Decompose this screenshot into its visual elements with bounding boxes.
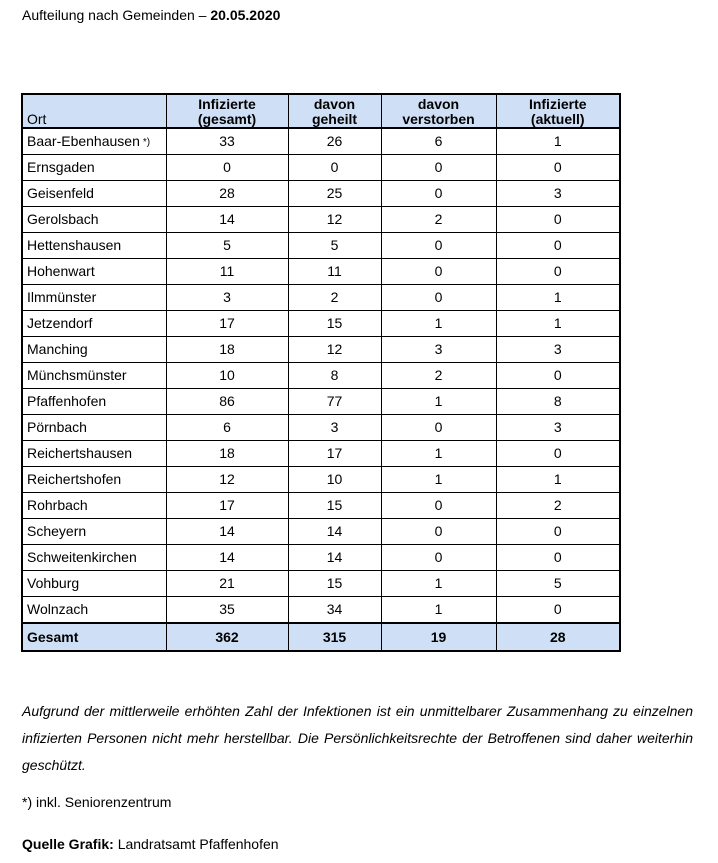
cell-ort: Münchsmünster [22, 363, 166, 389]
cell-infected-total: 17 [166, 493, 288, 519]
table-row [22, 363, 620, 389]
table-row [22, 493, 620, 519]
cell-ort: Gerolsbach [22, 207, 166, 233]
cell-ort: Wolnzach [22, 597, 166, 624]
cell-ort: Baar-Ebenhausen *) [22, 128, 166, 155]
footnote-marker: *) [142, 136, 151, 148]
cell-recovered: 15 [288, 571, 381, 597]
table-row [22, 389, 620, 415]
cell-deceased: 0 [381, 415, 496, 441]
cell-infected-current: 5 [496, 571, 620, 597]
cell-infected-total: 14 [166, 207, 288, 233]
cell-recovered: 12 [288, 207, 381, 233]
cell-ort: Rohrbach [22, 493, 166, 519]
cell-infected-total: 28 [166, 181, 288, 207]
cell-deceased: 1 [381, 597, 496, 624]
cell-ort: Pfaffenhofen [22, 389, 166, 415]
table-row [22, 285, 620, 311]
cell-infected-total: 21 [166, 571, 288, 597]
cell-infected-current: 1 [496, 128, 620, 155]
cell-deceased: 2 [381, 207, 496, 233]
cell-deceased: 0 [381, 285, 496, 311]
privacy-note: Aufgrund der mittlerweile erhöhten Zahl der Infektionen ist ein unmittelbarer Zusammenhang zu einzelnen infizierten Personen nicht mehr herstellbar. Die Persönlichkeitsrechte der Betroffenen sind daher weiterhin geschützt. [22, 703, 693, 773]
table-row [22, 259, 620, 285]
cell-infected-total: 35 [166, 597, 288, 624]
cell-ort: Scheyern [22, 519, 166, 545]
cell-infected-total: 11 [166, 259, 288, 285]
source-line [22, 836, 279, 852]
cell-infected-total: 12 [166, 467, 288, 493]
cell-infected-current: 3 [496, 415, 620, 441]
cell-infected-total: 18 [166, 337, 288, 363]
cell-deceased: 1 [381, 441, 496, 467]
page-title [22, 7, 280, 23]
table-header-row [22, 94, 620, 128]
cell-infected-current: 1 [496, 311, 620, 337]
cell-infected-total: 17 [166, 311, 288, 337]
cell-infected-total: 5 [166, 233, 288, 259]
cell-recovered: 3 [288, 415, 381, 441]
total-deceased: 19 [381, 623, 496, 651]
table-row [22, 597, 620, 624]
cell-recovered: 77 [288, 389, 381, 415]
header-recovered: davon geheilt [288, 94, 381, 128]
cell-recovered: 12 [288, 337, 381, 363]
cell-infected-current: 8 [496, 389, 620, 415]
table-row [22, 441, 620, 467]
cell-recovered: 17 [288, 441, 381, 467]
cell-infected-current: 0 [496, 441, 620, 467]
title-date: 20.05.2020 [210, 7, 281, 23]
table-row [22, 233, 620, 259]
cell-infected-total: 33 [166, 128, 288, 155]
table-body [22, 128, 620, 623]
cell-ort: Pörnbach [22, 415, 166, 441]
source-label: Quelle Grafik: [22, 836, 114, 852]
total-infected-total: 362 [166, 623, 288, 651]
cell-recovered: 15 [288, 493, 381, 519]
cell-deceased: 2 [381, 363, 496, 389]
cell-infected-current: 0 [496, 155, 620, 181]
header-infected-current: Infizierte (aktuell) [496, 94, 620, 128]
cell-recovered: 14 [288, 545, 381, 571]
total-infected-current: 28 [496, 623, 620, 651]
cell-deceased: 1 [381, 467, 496, 493]
cell-ort: Hettenshausen [22, 233, 166, 259]
table-row [22, 128, 620, 155]
cell-deceased: 0 [381, 233, 496, 259]
cell-ort: Schweitenkirchen [22, 545, 166, 571]
cell-infected-current: 0 [496, 597, 620, 624]
table-row [22, 155, 620, 181]
cell-recovered: 8 [288, 363, 381, 389]
source-value: Landratsamt Pfaffenhofen [113, 836, 279, 852]
title-prefix: Aufteilung nach Gemeinden – [22, 7, 211, 23]
cell-infected-total: 14 [166, 545, 288, 571]
table-row [22, 337, 620, 363]
cell-recovered: 11 [288, 259, 381, 285]
cell-ort: Geisenfeld [22, 181, 166, 207]
table-row [22, 311, 620, 337]
cell-recovered: 25 [288, 181, 381, 207]
cell-deceased: 0 [381, 259, 496, 285]
cell-ort: Hohenwart [22, 259, 166, 285]
cell-infected-current: 0 [496, 207, 620, 233]
cell-recovered: 2 [288, 285, 381, 311]
table-row [22, 207, 620, 233]
cell-infected-total: 14 [166, 519, 288, 545]
cell-infected-current: 3 [496, 337, 620, 363]
table-total-row [22, 623, 620, 651]
cell-recovered: 14 [288, 519, 381, 545]
table-row [22, 571, 620, 597]
cell-deceased: 1 [381, 389, 496, 415]
cell-deceased: 0 [381, 519, 496, 545]
cell-ort: Ernsgaden [22, 155, 166, 181]
cell-deceased: 0 [381, 155, 496, 181]
cell-infected-current: 0 [496, 363, 620, 389]
header-ort: Ort [22, 94, 166, 128]
table-row [22, 467, 620, 493]
total-label: Gesamt [22, 623, 166, 651]
cell-ort: Reichertshofen [22, 467, 166, 493]
cell-infected-total: 10 [166, 363, 288, 389]
cell-infected-current: 0 [496, 259, 620, 285]
municipality-table [21, 93, 621, 652]
cell-deceased: 3 [381, 337, 496, 363]
cell-infected-current: 3 [496, 181, 620, 207]
cell-infected-current: 0 [496, 233, 620, 259]
cell-infected-current: 1 [496, 285, 620, 311]
cell-deceased: 6 [381, 128, 496, 155]
table-row [22, 181, 620, 207]
cell-deceased: 0 [381, 181, 496, 207]
cell-recovered: 5 [288, 233, 381, 259]
cell-infected-total: 18 [166, 441, 288, 467]
header-deceased: davon verstorben [381, 94, 496, 128]
cell-ort: Ilmmünster [22, 285, 166, 311]
cell-ort: Jetzendorf [22, 311, 166, 337]
cell-infected-current: 1 [496, 467, 620, 493]
cell-deceased: 0 [381, 545, 496, 571]
cell-recovered: 26 [288, 128, 381, 155]
cell-infected-total: 6 [166, 415, 288, 441]
footnote: *) inkl. Seniorenzentrum [22, 794, 172, 810]
cell-infected-total: 3 [166, 285, 288, 311]
cell-deceased: 0 [381, 493, 496, 519]
cell-recovered: 34 [288, 597, 381, 624]
table-row [22, 415, 620, 441]
cell-recovered: 15 [288, 311, 381, 337]
cell-recovered: 0 [288, 155, 381, 181]
cell-infected-current: 0 [496, 545, 620, 571]
cell-deceased: 1 [381, 311, 496, 337]
cell-deceased: 1 [381, 571, 496, 597]
cell-recovered: 10 [288, 467, 381, 493]
cell-infected-current: 0 [496, 519, 620, 545]
cell-ort: Reichertshausen [22, 441, 166, 467]
cell-infected-total: 86 [166, 389, 288, 415]
total-recovered: 315 [288, 623, 381, 651]
table-row [22, 545, 620, 571]
cell-ort: Vohburg [22, 571, 166, 597]
cell-ort: Manching [22, 337, 166, 363]
header-infected-total: Infizierte (gesamt) [166, 94, 288, 128]
table-row [22, 519, 620, 545]
cell-infected-total: 0 [166, 155, 288, 181]
cell-infected-current: 2 [496, 493, 620, 519]
